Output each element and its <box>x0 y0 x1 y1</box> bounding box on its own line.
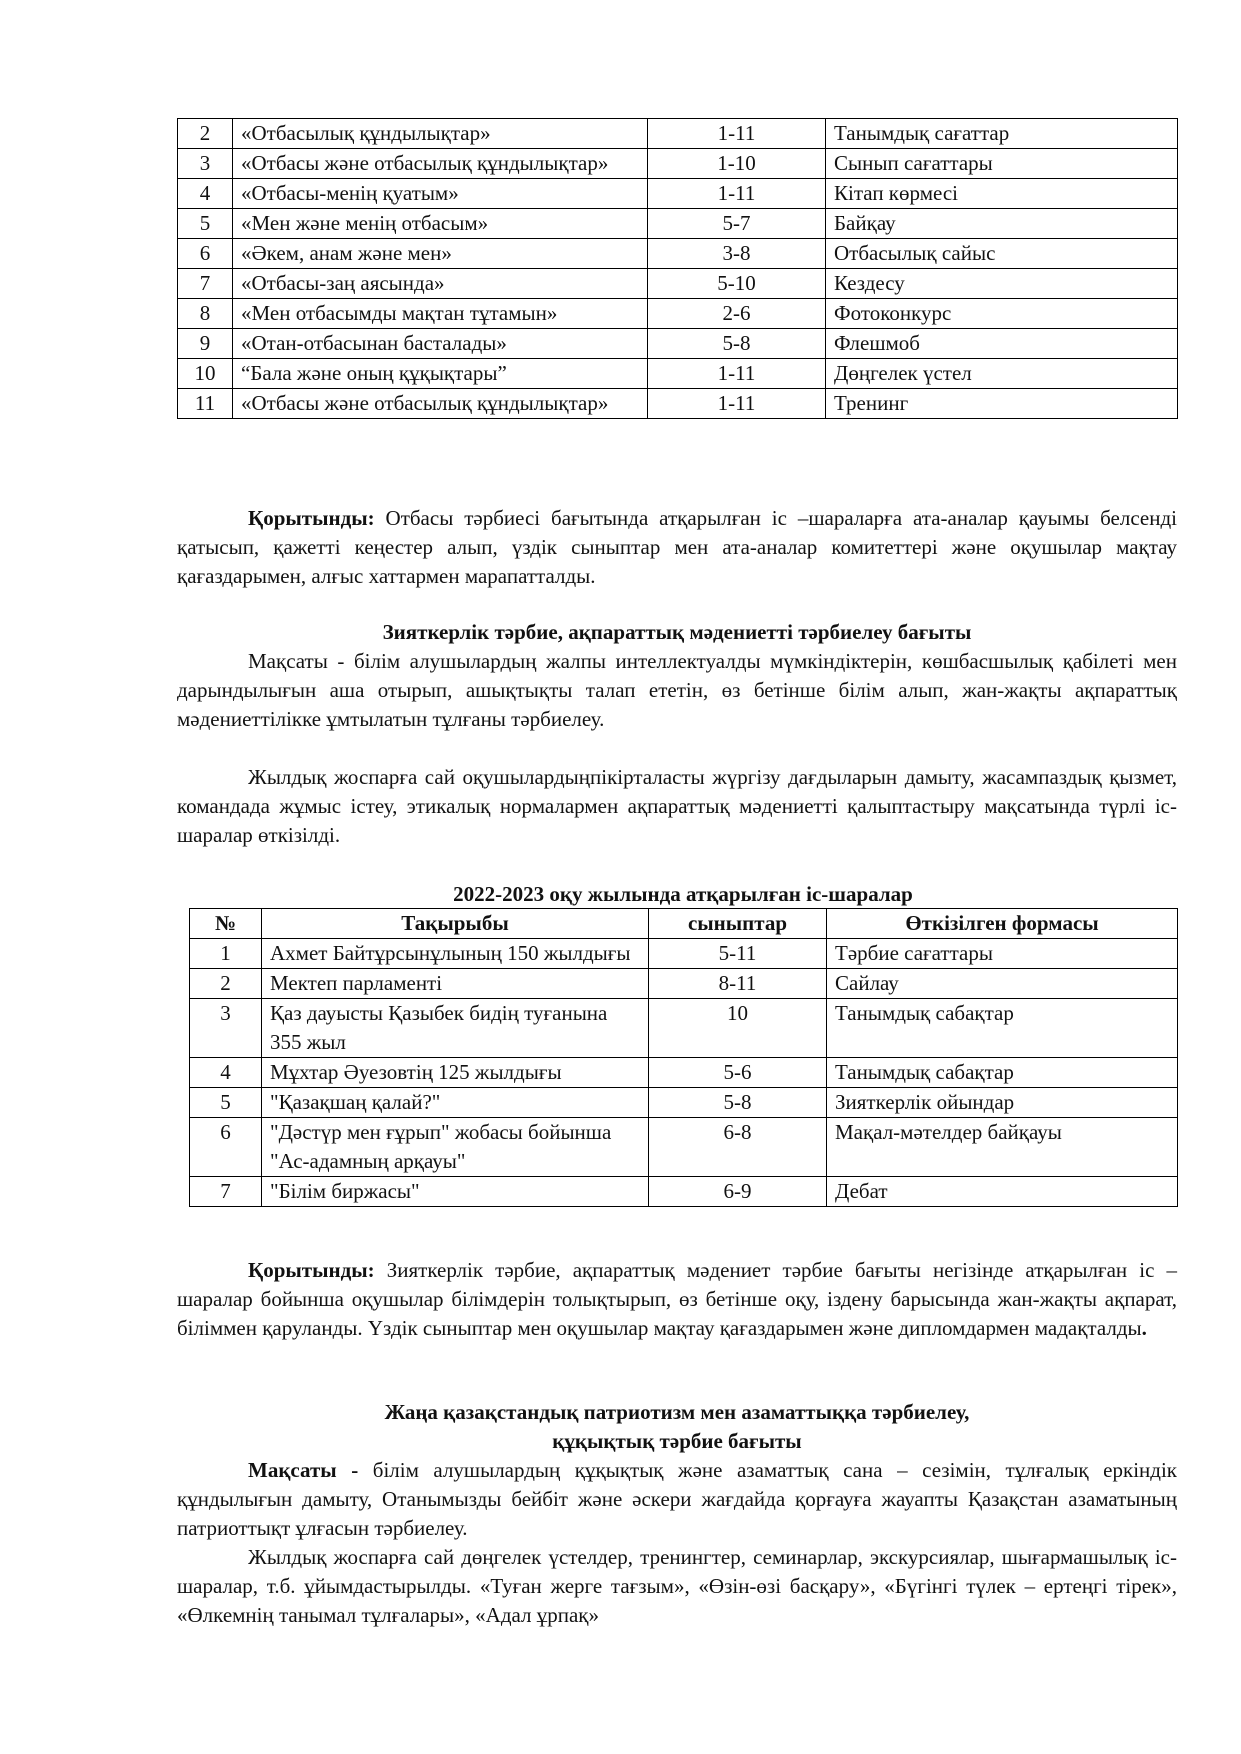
section-2-goal: Мақсаты - білім алушылардың жалпы интеллектуалды мүмкіндіктерін, көшбасшылық қабілеті мен дарындылығын аша отырып, ашықтықты талап ететін, өз бетінше білім алып, жан-жақты ақпараттық мәдениеттілікке ұмтылатын тұлғаны тәрбиелеу. <box>177 649 1177 731</box>
cell-num: 3 <box>190 999 262 1058</box>
cell-topic: Мұхтар Әуезовтің 125 жылдығы <box>262 1058 649 1088</box>
intellectual-events-table-body <box>190 939 1178 1207</box>
cell-topic: "Дәстүр мен ғұрып" жобасы бойынша "Ас-адамның арқауы" <box>262 1118 649 1177</box>
cell-form: Тәрбие сағаттары <box>827 939 1178 969</box>
table-row <box>178 119 1178 149</box>
table-row <box>190 939 1178 969</box>
section-3-goal <box>177 1456 1177 1543</box>
table-row <box>190 999 1178 1058</box>
cell-grades: 1-11 <box>648 119 826 149</box>
table-row <box>178 329 1178 359</box>
header-topic: Тақырыбы <box>262 909 649 939</box>
cell-num: 7 <box>190 1177 262 1207</box>
cell-topic: «Отбасы-менің қуатым» <box>233 179 648 209</box>
intellectual-events-table <box>189 908 1178 1207</box>
cell-form: Кездесу <box>826 269 1178 299</box>
section-3-goal-text: білім алушылардың құқықтық және азаматтық сана – сезімін, тұлғалық еркіндік құндылығын дамыту, Отанымызды бейбіт және әскери жағдайда қорғауға жауапты Қазақстан азаматының патриоттықт ұлғасын тәрбиелеу. <box>177 1458 1177 1540</box>
cell-topic: "Білім биржасы" <box>262 1177 649 1207</box>
header-grades: сыныптар <box>649 909 827 939</box>
section-2-plan: Жылдық жоспарға сай оқушылардыңпікірталасты жүргізу дағдыларын дамыту, жасампаздық қызмет, командада жұмыс істеу, этикалық нормалармен ақпараттық мәдениетті қалыптастыру мақсатында түрлі іс-шаралар өткізілді. <box>177 765 1177 847</box>
cell-topic: “Бала және оның құқықтары” <box>233 359 648 389</box>
cell-form: Дөңгелек үстел <box>826 359 1178 389</box>
table-row <box>178 269 1178 299</box>
cell-grades: 1-10 <box>648 149 826 179</box>
cell-grades: 1-11 <box>648 359 826 389</box>
conclusion-2-end: . <box>1141 1316 1147 1340</box>
cell-grades: 5-8 <box>649 1088 827 1118</box>
cell-form: Танымдық сабақтар <box>827 1058 1178 1088</box>
conclusion-2-label: Қорытынды: <box>248 1258 375 1282</box>
section-3-goal-label: Мақсаты - <box>248 1458 359 1482</box>
cell-topic: «Отан-отбасынан басталады» <box>233 329 648 359</box>
cell-form: Зияткерлік ойындар <box>827 1088 1178 1118</box>
table-row <box>178 179 1178 209</box>
section-3-heading-line2: құқықтық тәрбие бағыты <box>552 1429 802 1453</box>
cell-grades: 6-8 <box>649 1118 827 1177</box>
cell-form: Фотоконкурс <box>826 299 1178 329</box>
conclusion-1 <box>177 504 1177 591</box>
cell-grades: 2-6 <box>648 299 826 329</box>
table-row <box>178 299 1178 329</box>
cell-grades: 8-11 <box>649 969 827 999</box>
cell-form: Танымдық сабақтар <box>827 999 1178 1058</box>
table-row <box>178 359 1178 389</box>
conclusion-2-text: Зияткерлік тәрбие, ақпараттық мәдениет тәрбие бағыты негізінде атқарылған іс –шаралар бойынша оқушылар білімдерін толықтырып, өз бетінше оқу, іздену барысында жан-жақты ақпарат, біліммен қаруланды. Үздік сыныптар мен оқушылар мақтау қағаздарымен және дипломдармен мадақталды <box>177 1258 1177 1340</box>
cell-form: Танымдық сағаттар <box>826 119 1178 149</box>
cell-num: 4 <box>178 179 233 209</box>
cell-num: 3 <box>178 149 233 179</box>
cell-topic: «Мен отбасымды мақтан тұтамын» <box>233 299 648 329</box>
cell-topic: "Қазақшаң қалай?" <box>262 1088 649 1118</box>
cell-grades: 5-6 <box>649 1058 827 1088</box>
conclusion-2 <box>177 1256 1177 1343</box>
cell-num: 8 <box>178 299 233 329</box>
section-3-plan: Жылдық жоспарға сай дөңгелек үстелдер, тренингтер, семинарлар, экскурсиялар, шығармашылық іс-шаралар, т.б. ұйымдастырылды. «Туған жерге тағзым», «Өзін-өзі басқару», «Бүгінгі түлек – ертеңгі тірек», «Өлкемнің танымал тұлғалары», «Адал ұрпақ» <box>177 1545 1177 1627</box>
cell-topic: «Отбасы және отбасылық құндылықтар» <box>233 389 648 419</box>
table-row <box>190 1118 1178 1177</box>
table-row <box>190 1088 1178 1118</box>
section-3-heading-line1: Жаңа қазақстандық патриотизм мен азаматтыққа тәрбиелеу, <box>384 1400 970 1424</box>
cell-num: 2 <box>178 119 233 149</box>
cell-num: 1 <box>190 939 262 969</box>
conclusion-1-text: Отбасы тәрбиесі бағытында атқарылған іс –шараларға ата-аналар қауымы белсенді қатысып, қажетті кеңестер алып, үздік сыныптар мен ата-аналар комитеттері және оқушылар мақтау қағаздарымен, алғыс хаттармен марапатталды. <box>177 506 1177 588</box>
cell-num: 10 <box>178 359 233 389</box>
family-events-table <box>177 118 1178 419</box>
cell-topic: «Отбасылық құндылықтар» <box>233 119 648 149</box>
cell-topic: «Отбасы және отбасылық құндылықтар» <box>233 149 648 179</box>
cell-form: Тренинг <box>826 389 1178 419</box>
cell-num: 6 <box>190 1118 262 1177</box>
conclusion-1-label: Қорытынды: <box>248 506 375 530</box>
cell-topic: Қаз дауысты Қазыбек бидің туғанына 355 жыл <box>262 999 649 1058</box>
cell-form: Мақал-мәтелдер байқауы <box>827 1118 1178 1177</box>
cell-num: 9 <box>178 329 233 359</box>
cell-grades: 5-7 <box>648 209 826 239</box>
cell-form: Кітап көрмесі <box>826 179 1178 209</box>
table-row <box>178 149 1178 179</box>
cell-topic: Ахмет Байтұрсынұлының 150 жылдығы <box>262 939 649 969</box>
header-form: Өткізілген формасы <box>827 909 1178 939</box>
cell-topic: «Мен және менің отбасым» <box>233 209 648 239</box>
cell-form: Дебат <box>827 1177 1178 1207</box>
header-num: № <box>190 909 262 939</box>
table-row <box>190 1058 1178 1088</box>
cell-topic: «Отбасы-заң аясында» <box>233 269 648 299</box>
cell-grades: 5-10 <box>648 269 826 299</box>
cell-grades: 5-11 <box>649 939 827 969</box>
table-2-header-row <box>190 909 1178 939</box>
cell-form: Флешмоб <box>826 329 1178 359</box>
cell-num: 5 <box>178 209 233 239</box>
cell-topic: «Әкем, анам және мен» <box>233 239 648 269</box>
cell-grades: 3-8 <box>648 239 826 269</box>
cell-grades: 1-11 <box>648 179 826 209</box>
cell-num: 7 <box>178 269 233 299</box>
cell-grades: 5-8 <box>648 329 826 359</box>
cell-num: 11 <box>178 389 233 419</box>
table-row <box>178 389 1178 419</box>
cell-num: 2 <box>190 969 262 999</box>
table-2-caption: 2022-2023 оқу жылында атқарылған іс-шаралар <box>453 882 913 906</box>
section-2-heading: Зияткерлік тәрбие, ақпараттық мәдениетті тәрбиелеу бағыты <box>382 620 972 644</box>
cell-num: 5 <box>190 1088 262 1118</box>
cell-num: 4 <box>190 1058 262 1088</box>
cell-form: Байқау <box>826 209 1178 239</box>
cell-form: Отбасылық сайыс <box>826 239 1178 269</box>
cell-grades: 1-11 <box>648 389 826 419</box>
cell-topic: Мектеп парламенті <box>262 969 649 999</box>
table-row <box>178 209 1178 239</box>
cell-form: Сынып сағаттары <box>826 149 1178 179</box>
table-row <box>190 1177 1178 1207</box>
cell-num: 6 <box>178 239 233 269</box>
cell-grades: 6-9 <box>649 1177 827 1207</box>
table-row <box>178 239 1178 269</box>
cell-form: Сайлау <box>827 969 1178 999</box>
cell-grades: 10 <box>649 999 827 1058</box>
table-row <box>190 969 1178 999</box>
family-events-table-body <box>178 119 1178 419</box>
